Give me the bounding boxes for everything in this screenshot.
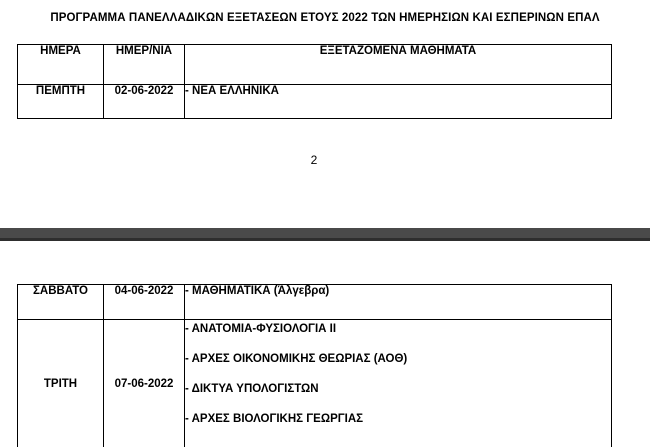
header-date: ΗΜΕΡ/ΝΙΑ xyxy=(104,45,185,85)
subject-item: - ΑΡΧΕΣ ΒΙΟΛΟΓΙΚΗΣ ΓΕΩΡΓΙΑΣ xyxy=(185,413,364,425)
row-subjects xyxy=(185,285,612,320)
subject-item: - ΑΡΧΕΣ ΟΙΚΟΝΟΜΙΚΗΣ ΘΕΩΡΙΑΣ (ΑΟΘ) xyxy=(185,353,408,365)
row-date: 02-06-2022 xyxy=(104,85,185,119)
subject-item: - ΝΕΑ ΕΛΛΗΝΙΚΑ xyxy=(185,85,279,97)
header-subjects: ΕΞΕΤΑΖΟΜΕΝΑ ΜΑΘΗΜΑΤΑ xyxy=(185,45,612,85)
table-row xyxy=(18,285,612,320)
exam-schedule-table xyxy=(17,44,612,119)
row-day: ΠΕΜΠΤΗ xyxy=(18,85,104,119)
header-day: ΗΜΕΡΑ xyxy=(18,45,104,85)
subject-item: - ΑΝΑΤΟΜΙΑ-ΦΥΣΙΟΛΟΓΙΑ ΙΙ xyxy=(185,323,337,335)
row-subjects xyxy=(185,320,612,447)
document-title: ΠΡΟΓΡΑΜΜΑ ΠΑΝΕΛΛΑΔΙΚΩΝ ΕΞΕΤΑΣΕΩΝ ΕΤΟΥΣ 2022 ΤΩΝ ΗΜΕΡΗΣΙΩΝ ΚΑΙ ΕΣΠΕΡΙΝΩΝ ΕΠΑΛ xyxy=(50,12,600,24)
row-day: ΣΑΒΒΑΤΟ xyxy=(18,285,104,320)
row-date: 04-06-2022 xyxy=(104,285,185,320)
exam-schedule-table-continued xyxy=(17,284,612,447)
table-header-row xyxy=(18,45,612,85)
table-row xyxy=(18,320,612,447)
row-day: ΤΡΙΤΗ xyxy=(18,320,104,447)
subject-item: - ΔΙΚΤΥΑ ΥΠΟΛΟΓΙΣΤΩΝ xyxy=(185,383,319,395)
row-date: 07-06-2022 xyxy=(104,320,185,447)
page-number: 2 xyxy=(310,153,318,167)
row-subjects xyxy=(185,85,612,119)
page-separator xyxy=(0,228,650,241)
table-row xyxy=(18,85,612,119)
subject-item: - ΜΑΘΗΜΑΤΙΚΑ (Άλγεβρα) xyxy=(185,285,330,297)
